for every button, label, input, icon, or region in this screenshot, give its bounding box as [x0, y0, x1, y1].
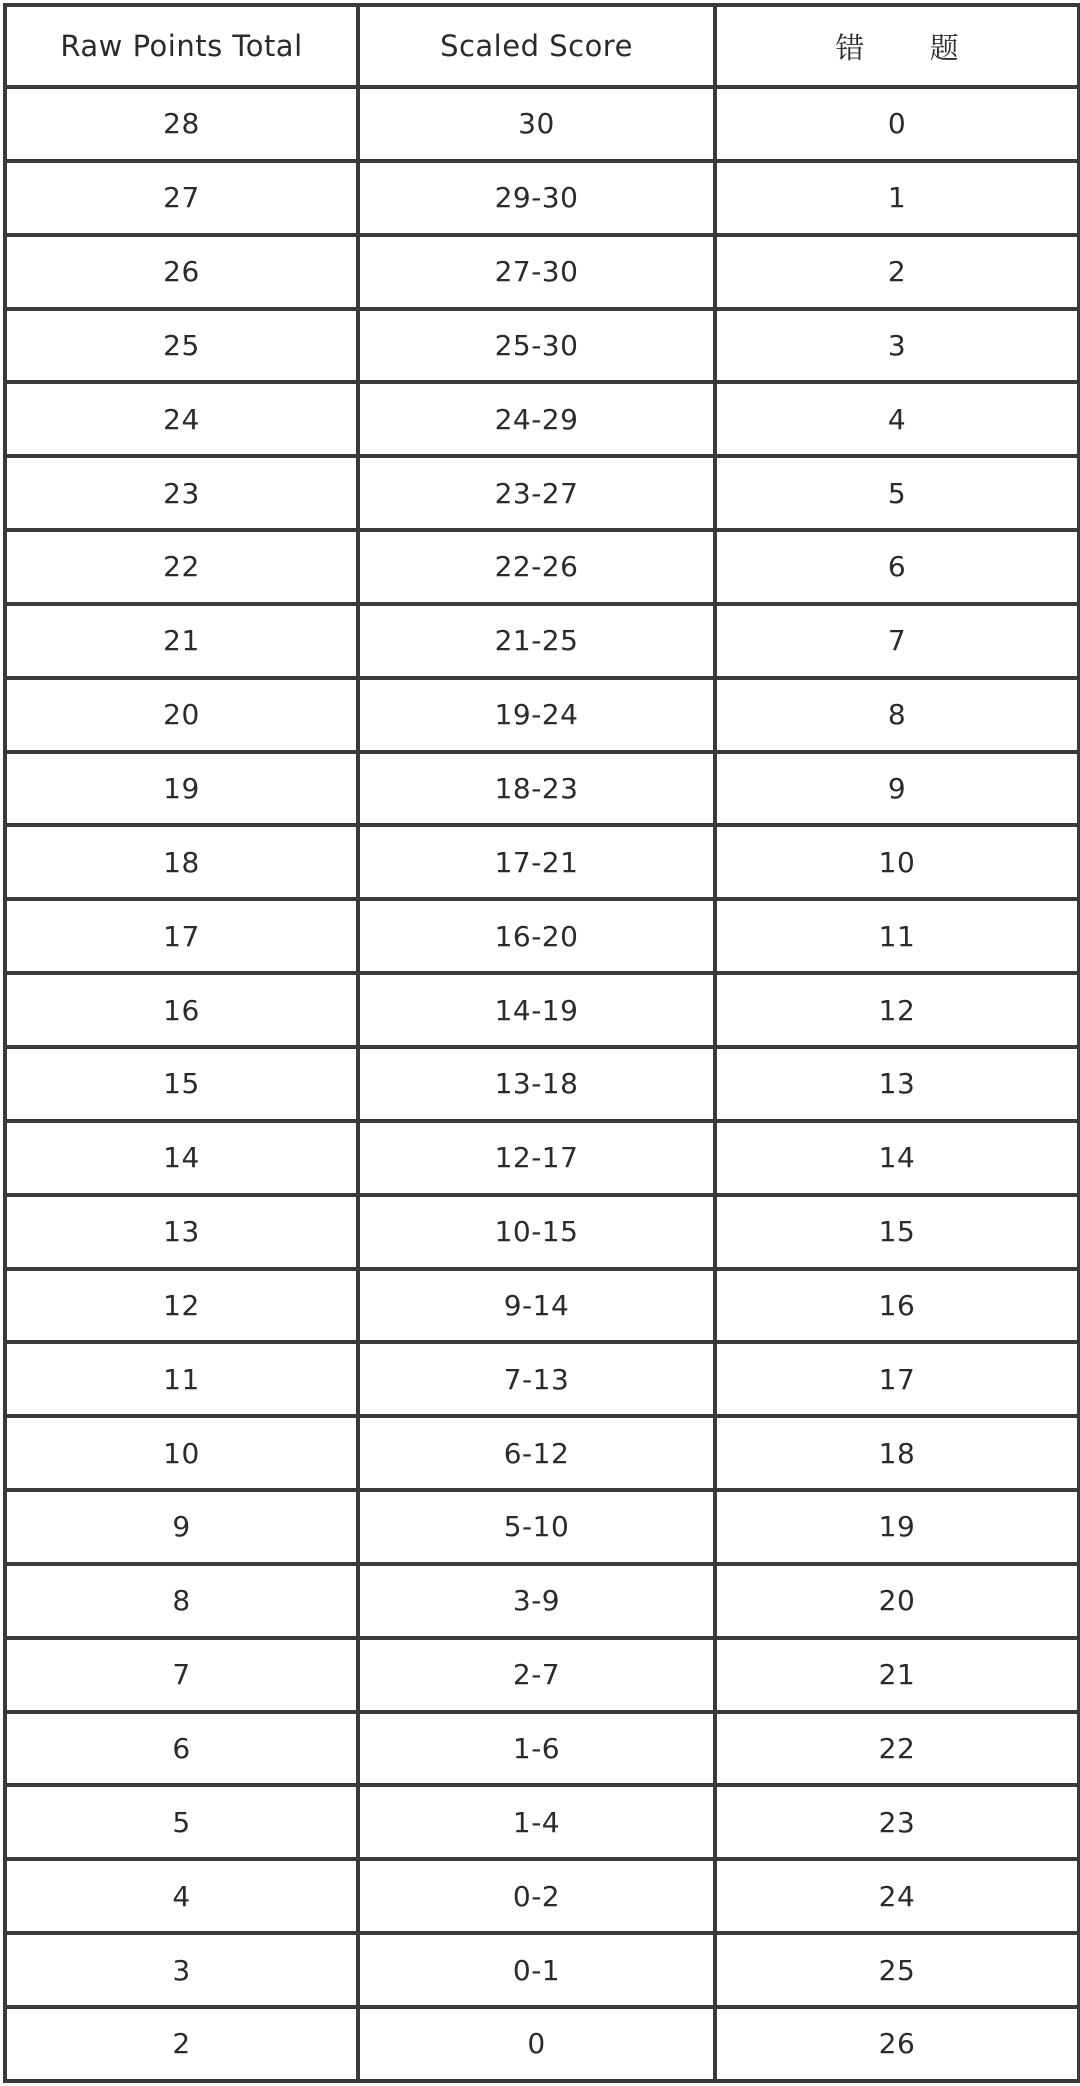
raw-points-cell: 23 [5, 456, 358, 530]
raw-points-cell: 4 [5, 1859, 358, 1933]
raw-points-cell: 9 [5, 1490, 358, 1564]
wrong-questions-cell: 5 [715, 456, 1079, 530]
wrong-questions-cell: 11 [715, 899, 1079, 973]
scaled-score-cell: 21-25 [358, 604, 715, 678]
raw-points-cell: 3 [5, 1933, 358, 2007]
raw-points-cell: 26 [5, 235, 358, 309]
scaled-score-cell: 3-9 [358, 1564, 715, 1638]
table-row [5, 1785, 1079, 1859]
scaled-score-cell: 6-12 [358, 1416, 715, 1490]
wrong-questions-cell: 18 [715, 1416, 1079, 1490]
raw-points-cell: 8 [5, 1564, 358, 1638]
scaled-score-cell: 0 [358, 2007, 715, 2081]
scaled-score-cell: 7-13 [358, 1342, 715, 1416]
scaled-score-cell: 17-21 [358, 825, 715, 899]
scaled-score-cell: 22-26 [358, 530, 715, 604]
raw-points-cell: 19 [5, 752, 358, 826]
raw-points-cell: 16 [5, 973, 358, 1047]
table-row [5, 235, 1079, 309]
scaled-score-cell: 14-19 [358, 973, 715, 1047]
raw-points-cell: 27 [5, 161, 358, 235]
wrong-questions-cell: 20 [715, 1564, 1079, 1638]
scaled-score-cell: 29-30 [358, 161, 715, 235]
table-row [5, 1416, 1079, 1490]
table-row [5, 161, 1079, 235]
raw-points-cell: 15 [5, 1047, 358, 1121]
table-row [5, 604, 1079, 678]
table-row [5, 456, 1079, 530]
raw-points-cell: 5 [5, 1785, 358, 1859]
wrong-questions-cell: 1 [715, 161, 1079, 235]
raw-points-cell: 14 [5, 1121, 358, 1195]
scaled-score-cell: 23-27 [358, 456, 715, 530]
raw-points-cell: 24 [5, 382, 358, 456]
raw-points-cell: 10 [5, 1416, 358, 1490]
table-row [5, 752, 1079, 826]
raw-points-cell: 11 [5, 1342, 358, 1416]
wrong-questions-cell: 9 [715, 752, 1079, 826]
score-conversion-table [3, 3, 1080, 2083]
raw-points-cell: 22 [5, 530, 358, 604]
wrong-questions-cell: 8 [715, 678, 1079, 752]
wrong-questions-cell: 19 [715, 1490, 1079, 1564]
table-row [5, 1269, 1079, 1343]
raw-points-cell: 6 [5, 1712, 358, 1786]
wrong-questions-cell: 0 [715, 87, 1079, 161]
table-row [5, 1195, 1079, 1269]
scaled-score-cell: 1-6 [358, 1712, 715, 1786]
table-row [5, 309, 1079, 383]
table-row [5, 1490, 1079, 1564]
scaled-score-cell: 27-30 [358, 235, 715, 309]
raw-points-cell: 13 [5, 1195, 358, 1269]
raw-points-cell: 2 [5, 2007, 358, 2081]
raw-points-cell: 18 [5, 825, 358, 899]
wrong-questions-cell: 3 [715, 309, 1079, 383]
raw-points-cell: 12 [5, 1269, 358, 1343]
header-wrong-questions [715, 5, 1079, 87]
header-raw-points-total: Raw Points Total [5, 5, 358, 87]
scaled-score-cell: 25-30 [358, 309, 715, 383]
wrong-questions-cell: 25 [715, 1933, 1079, 2007]
header-scaled-score: Scaled Score [358, 5, 715, 87]
raw-points-cell: 20 [5, 678, 358, 752]
table-row [5, 899, 1079, 973]
table-row [5, 1047, 1079, 1121]
scaled-score-cell: 18-23 [358, 752, 715, 826]
scaled-score-cell: 12-17 [358, 1121, 715, 1195]
table-header-row [5, 5, 1079, 87]
wrong-questions-cell: 2 [715, 235, 1079, 309]
wrong-questions-cell: 24 [715, 1859, 1079, 1933]
table-row [5, 1638, 1079, 1712]
table-row [5, 1933, 1079, 2007]
table-row [5, 1564, 1079, 1638]
wrong-questions-cell: 17 [715, 1342, 1079, 1416]
raw-points-cell: 17 [5, 899, 358, 973]
header-wrong-questions-label: 错 题 [835, 30, 987, 65]
table-row [5, 1342, 1079, 1416]
wrong-questions-cell: 4 [715, 382, 1079, 456]
scaled-score-cell: 9-14 [358, 1269, 715, 1343]
wrong-questions-cell: 13 [715, 1047, 1079, 1121]
raw-points-cell: 21 [5, 604, 358, 678]
wrong-questions-cell: 21 [715, 1638, 1079, 1712]
wrong-questions-cell: 16 [715, 1269, 1079, 1343]
scaled-score-cell: 2-7 [358, 1638, 715, 1712]
raw-points-cell: 7 [5, 1638, 358, 1712]
scaled-score-cell: 19-24 [358, 678, 715, 752]
table-row [5, 2007, 1079, 2081]
wrong-questions-cell: 15 [715, 1195, 1079, 1269]
raw-points-cell: 28 [5, 87, 358, 161]
table-row [5, 973, 1079, 1047]
scaled-score-cell: 0-2 [358, 1859, 715, 1933]
table-row [5, 678, 1079, 752]
scaled-score-cell: 30 [358, 87, 715, 161]
scaled-score-cell: 24-29 [358, 382, 715, 456]
wrong-questions-cell: 22 [715, 1712, 1079, 1786]
table-row [5, 825, 1079, 899]
table-row [5, 1121, 1079, 1195]
wrong-questions-cell: 6 [715, 530, 1079, 604]
table-row [5, 382, 1079, 456]
table-row [5, 87, 1079, 161]
scaled-score-cell: 0-1 [358, 1933, 715, 2007]
wrong-questions-cell: 23 [715, 1785, 1079, 1859]
raw-points-cell: 25 [5, 309, 358, 383]
scaled-score-cell: 16-20 [358, 899, 715, 973]
wrong-questions-cell: 7 [715, 604, 1079, 678]
scaled-score-cell: 10-15 [358, 1195, 715, 1269]
wrong-questions-cell: 26 [715, 2007, 1079, 2081]
wrong-questions-cell: 12 [715, 973, 1079, 1047]
table-body [5, 87, 1079, 2081]
scaled-score-cell: 13-18 [358, 1047, 715, 1121]
wrong-questions-cell: 10 [715, 825, 1079, 899]
scaled-score-cell: 5-10 [358, 1490, 715, 1564]
table-row [5, 530, 1079, 604]
scaled-score-cell: 1-4 [358, 1785, 715, 1859]
wrong-questions-cell: 14 [715, 1121, 1079, 1195]
table-row [5, 1712, 1079, 1786]
table-row [5, 1859, 1079, 1933]
